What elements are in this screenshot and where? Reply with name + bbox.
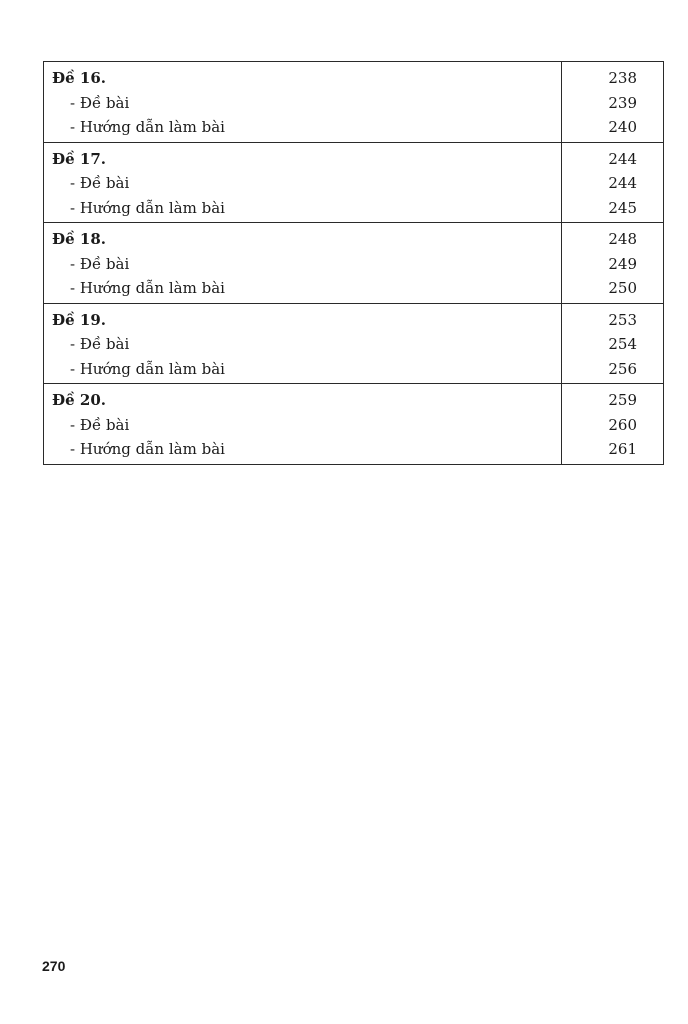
toc-entry-cell: [44, 384, 562, 465]
section-item-de-bai: - Đề bài: [70, 254, 130, 273]
page-ref: 244: [608, 149, 637, 168]
page-ref: 239: [608, 93, 637, 112]
section-item-huong-dan: - Hướng dẫn làm bài: [70, 440, 225, 458]
toc-page-cell: [562, 384, 664, 465]
section-title: Đề 18.: [52, 230, 106, 248]
toc-section-row: [44, 384, 664, 465]
section-title: Đề 19.: [52, 310, 106, 329]
toc-entry-cell: [44, 223, 562, 304]
table-of-contents: [43, 61, 664, 465]
toc-section-row: [44, 142, 664, 223]
section-title: Đề 17.: [52, 149, 106, 168]
section-title: Đề 20.: [52, 391, 106, 409]
toc-section-row: [44, 62, 664, 143]
page-ref: 253: [608, 310, 637, 329]
page-ref: 240: [608, 118, 637, 136]
section-item-de-bai: - Đề bài: [70, 415, 130, 434]
toc-page-cell: [562, 62, 664, 143]
section-item-huong-dan: - Hướng dẫn làm bài: [70, 118, 225, 136]
page-ref: 259: [608, 391, 637, 409]
page-ref: 256: [608, 359, 637, 378]
section-item-huong-dan: - Hướng dẫn làm bài: [70, 279, 225, 297]
page-ref: 260: [608, 415, 637, 434]
page-ref: 254: [608, 335, 637, 353]
toc-section-row: [44, 223, 664, 304]
toc-section-row: [44, 303, 664, 384]
page-ref: 261: [608, 440, 637, 458]
page-ref: 244: [608, 174, 637, 192]
section-item-de-bai: - Đề bài: [70, 174, 130, 192]
page-ref: 250: [608, 279, 637, 297]
toc-page-cell: [562, 142, 664, 223]
toc-page-cell: [562, 303, 664, 384]
section-item-de-bai: - Đề bài: [70, 93, 130, 112]
page-ref: 249: [608, 254, 637, 273]
section-item-de-bai: - Đề bài: [70, 335, 130, 353]
section-title: Đề 16.: [52, 69, 106, 87]
section-item-huong-dan: - Hướng dẫn làm bài: [70, 198, 225, 217]
page-ref: 238: [608, 69, 637, 87]
page-ref: 245: [608, 198, 637, 217]
page-number: 270: [42, 958, 66, 974]
toc-page-cell: [562, 223, 664, 304]
section-item-huong-dan: - Hướng dẫn làm bài: [70, 359, 225, 378]
toc-entry-cell: [44, 62, 562, 143]
page-ref: 248: [608, 230, 637, 248]
toc-entry-cell: [44, 303, 562, 384]
toc-entry-cell: [44, 142, 562, 223]
